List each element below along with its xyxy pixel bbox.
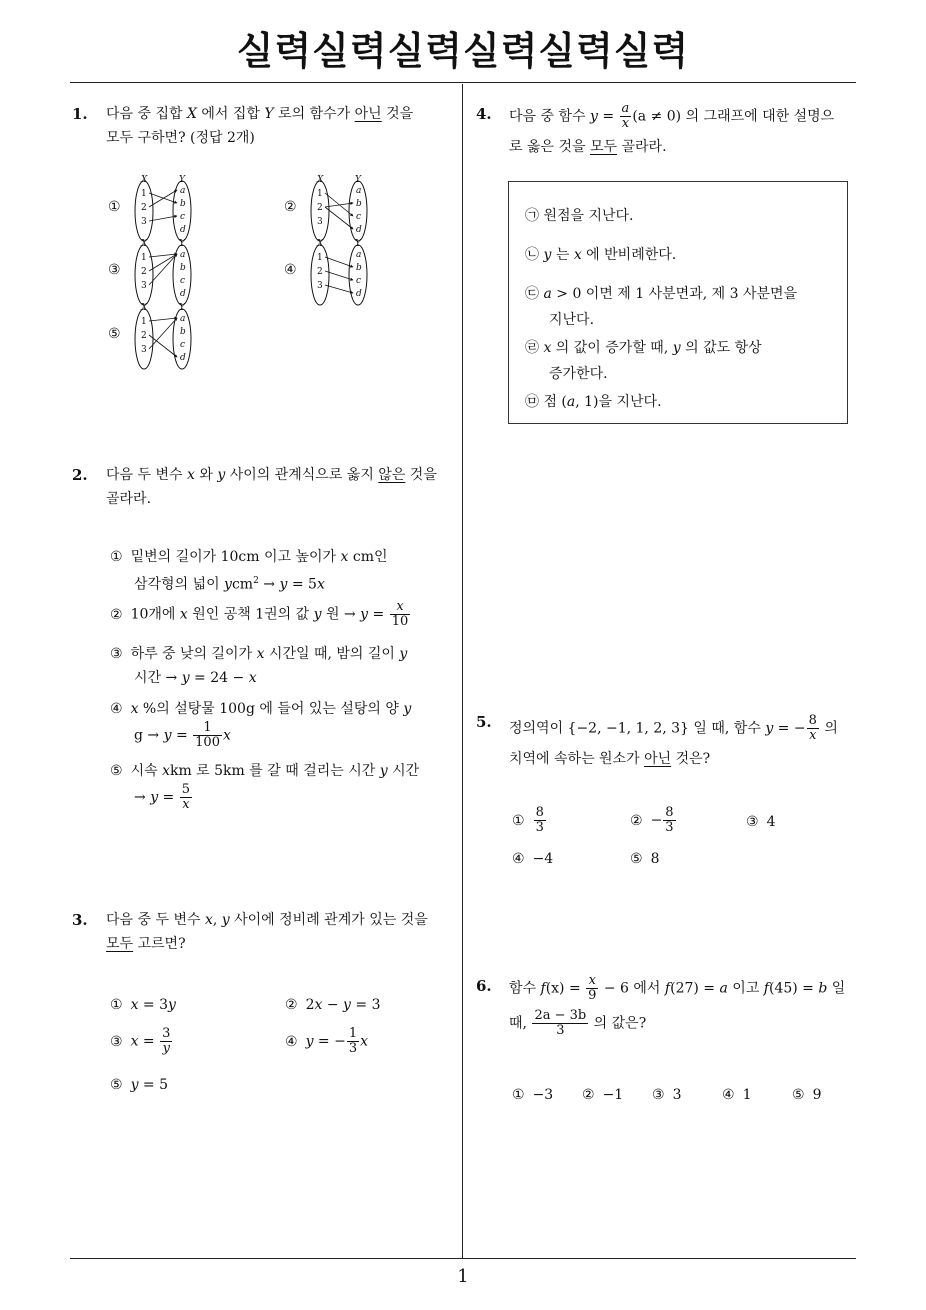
domain-element: 3 [317, 281, 323, 291]
q3-option-5[interactable]: ⑤ y = 5 [110, 1077, 169, 1093]
page-number: 1 [457, 1266, 469, 1287]
codomain-element: d [180, 353, 186, 363]
codomain-element: d [356, 289, 362, 299]
codomain-element: c [356, 212, 362, 222]
domain-element: 3 [141, 217, 147, 227]
q6-option-1[interactable]: ① −3 [512, 1087, 554, 1103]
q5-option-3[interactable]: ③ 4 [746, 814, 776, 830]
codomain-element: a [180, 314, 186, 324]
q2-option-1[interactable]: ① 밑변의 길이가 10cm 이고 높이가 x cm인 삼각형의 넓이 ycm$^2$ → y = 5x [110, 549, 388, 593]
q4-number: 4. [476, 105, 492, 123]
q1-underlined: 아닌 [354, 106, 382, 122]
set-x-label: X [317, 175, 324, 185]
q1-mapping-diagram-4 [306, 240, 374, 308]
column-divider [462, 84, 463, 1258]
q2-underlined: 않은 [378, 467, 406, 483]
q3-option-3[interactable]: ③ x = $\frac{3}{y}$ [110, 1026, 171, 1056]
codomain-element: a [356, 250, 362, 260]
q3-number: 3. [72, 911, 88, 929]
q1-option-1[interactable]: ① [108, 199, 121, 215]
q2-number: 2. [72, 466, 88, 484]
set-y-label: Y [179, 175, 185, 185]
set-x-label: X [141, 303, 148, 313]
q2-option-2[interactable]: ② 10개에 x 원인 공책 1권의 값 y 원 → y = $\frac{x}{10}$ [110, 599, 409, 629]
q5-option-5[interactable]: ⑤ 8 [630, 851, 660, 867]
domain-element: 1 [141, 253, 147, 263]
domain-element: 2 [317, 267, 323, 277]
domain-element: 2 [141, 203, 147, 213]
q4-statement-box [508, 181, 848, 424]
q1-option-4[interactable]: ④ [284, 262, 297, 278]
q6-stem: 함수 f(x) = $\frac{x}{9}$ − 6 에서 f(27) = a 이고 f(45) = b 일 때, $\frac{2a - 3b}{3}$ 의 값은? [509, 973, 846, 1038]
q6-number: 6. [476, 977, 492, 995]
codomain-element: d [180, 289, 186, 299]
q5-underlined: 아닌 [644, 751, 672, 767]
set-x-label: X [141, 239, 148, 249]
q1-number: 1. [72, 105, 88, 123]
set-y-label: Y [179, 303, 185, 313]
q3-option-1[interactable]: ① x = 3y [110, 997, 176, 1013]
q1-option-3[interactable]: ③ [108, 262, 121, 278]
q6-option-4[interactable]: ④ 1 [722, 1087, 752, 1103]
domain-element: 1 [317, 189, 323, 199]
q4-item-4[interactable]: ㉣ x 의 값이 증가할 때, y 의 값도 항상 증가한다. [525, 340, 762, 382]
codomain-element: b [180, 327, 186, 337]
domain-element: 2 [141, 331, 147, 341]
set-x-label: X [141, 175, 148, 185]
footer-rule [70, 1258, 856, 1259]
codomain-element: b [356, 263, 362, 273]
codomain-element: b [180, 263, 186, 273]
q4-item-1[interactable]: ㉠ 원점을 지난다. [525, 208, 634, 224]
codomain-element: d [356, 225, 362, 235]
q1-option-2[interactable]: ② [284, 199, 297, 215]
set-x-label: X [317, 239, 324, 249]
codomain-element: a [180, 250, 186, 260]
codomain-element: c [180, 212, 186, 222]
q5-stem: 정의역이 {−2, −1, 1, 2, 3} 일 때, 함수 y = − $\frac{8}{x}$ 의 치역에 속하는 원소가 아닌 것은? [509, 713, 838, 767]
set-y-label: Y [355, 239, 361, 249]
q1-mapping-diagram-3 [130, 240, 198, 308]
q3-option-2[interactable]: ② 2x − y = 3 [285, 997, 381, 1013]
q2-option-5[interactable]: ⑤ 시속 xkm 로 5km 를 갈 때 걸리는 시간 y 시간 → y = $\frac{5}{x}$ [110, 763, 420, 812]
codomain-element: b [356, 199, 362, 209]
q5-number: 5. [476, 713, 492, 731]
q5-option-2[interactable]: ② − $\frac{8}{3}$ [630, 805, 674, 835]
q1-option-5[interactable]: ⑤ [108, 326, 121, 342]
domain-element: 3 [317, 217, 323, 227]
q4-item-5[interactable]: ㉤ 점 (a, 1)을 지난다. [525, 394, 662, 410]
domain-element: 1 [141, 317, 147, 327]
domain-element: 1 [141, 189, 147, 199]
mapping-arrow [149, 318, 177, 321]
mapping-arrow [149, 193, 177, 203]
domain-element: 2 [141, 267, 147, 277]
q5-option-1[interactable]: ① $\frac{8}{3}$ [512, 805, 544, 835]
q1-stem: 다음 중 집합 X 에서 집합 Y 로의 함수가 아닌 것을 모두 구하면? (정답 2개) [106, 106, 414, 146]
q2-option-3[interactable]: ③ 하루 중 낮의 길이가 x 시간일 때, 밤의 길이 y 시간 → y = 24 − x [110, 646, 408, 686]
q2-option-4[interactable]: ④ x %의 설탕물 100g 에 들어 있는 설탕의 양 y g → y = $\frac{1}{100}$ x [110, 701, 412, 750]
q4-item-2[interactable]: ㉡ y 는 x 에 반비례한다. [525, 247, 677, 263]
q6-option-3[interactable]: ③ 3 [652, 1087, 682, 1103]
q2-stem: 다음 두 변수 x 와 y 사이의 관계식으로 옳지 않은 것을 골라라. [106, 467, 437, 507]
codomain-element: c [180, 340, 186, 350]
header-rule [70, 82, 856, 83]
mapping-arrow [325, 257, 353, 267]
codomain-element: c [180, 276, 186, 286]
set-y-label: Y [355, 175, 361, 185]
q6-option-2[interactable]: ② −1 [582, 1087, 624, 1103]
codomain-element: d [180, 225, 186, 235]
q1-mapping-diagram-5 [130, 304, 198, 372]
codomain-element: a [180, 186, 186, 196]
q3-stem: 다음 중 두 변수 x, y 사이에 정비례 관계가 있는 것을 모두 고르면? [106, 912, 428, 952]
q1-mapping-diagram-2 [306, 176, 374, 244]
codomain-element: c [356, 276, 362, 286]
domain-element: 1 [317, 253, 323, 263]
domain-element: 3 [141, 345, 147, 355]
q3-option-4[interactable]: ④ y = − $\frac{1}{3}$ x [285, 1026, 369, 1056]
codomain-element: b [180, 199, 186, 209]
q3-underlined: 모두 [106, 936, 134, 952]
q4-stem: 다음 중 함수 y = $\frac{a}{x}$ (a ≠ 0) 의 그래프에 대한 설명으 로 옳은 것을 모두 골라라. [509, 101, 835, 155]
domain-element: 3 [141, 281, 147, 291]
set-y-label: Y [179, 239, 185, 249]
q4-underlined: 모두 [589, 139, 618, 155]
codomain-element: a [356, 186, 362, 196]
q5-option-4[interactable]: ④ −4 [512, 851, 554, 867]
page-title: 실력실력실력실력실력실력 [236, 29, 690, 73]
domain-element: 2 [317, 203, 323, 213]
mapping-arrow [325, 285, 353, 293]
q4-item-3[interactable]: ㉢ a > 0 이면 제 1 사분면과, 제 3 사분면을 지난다. [525, 286, 798, 328]
q6-option-5[interactable]: ⑤ 9 [792, 1087, 822, 1103]
q1-mapping-diagram-1 [130, 176, 198, 244]
